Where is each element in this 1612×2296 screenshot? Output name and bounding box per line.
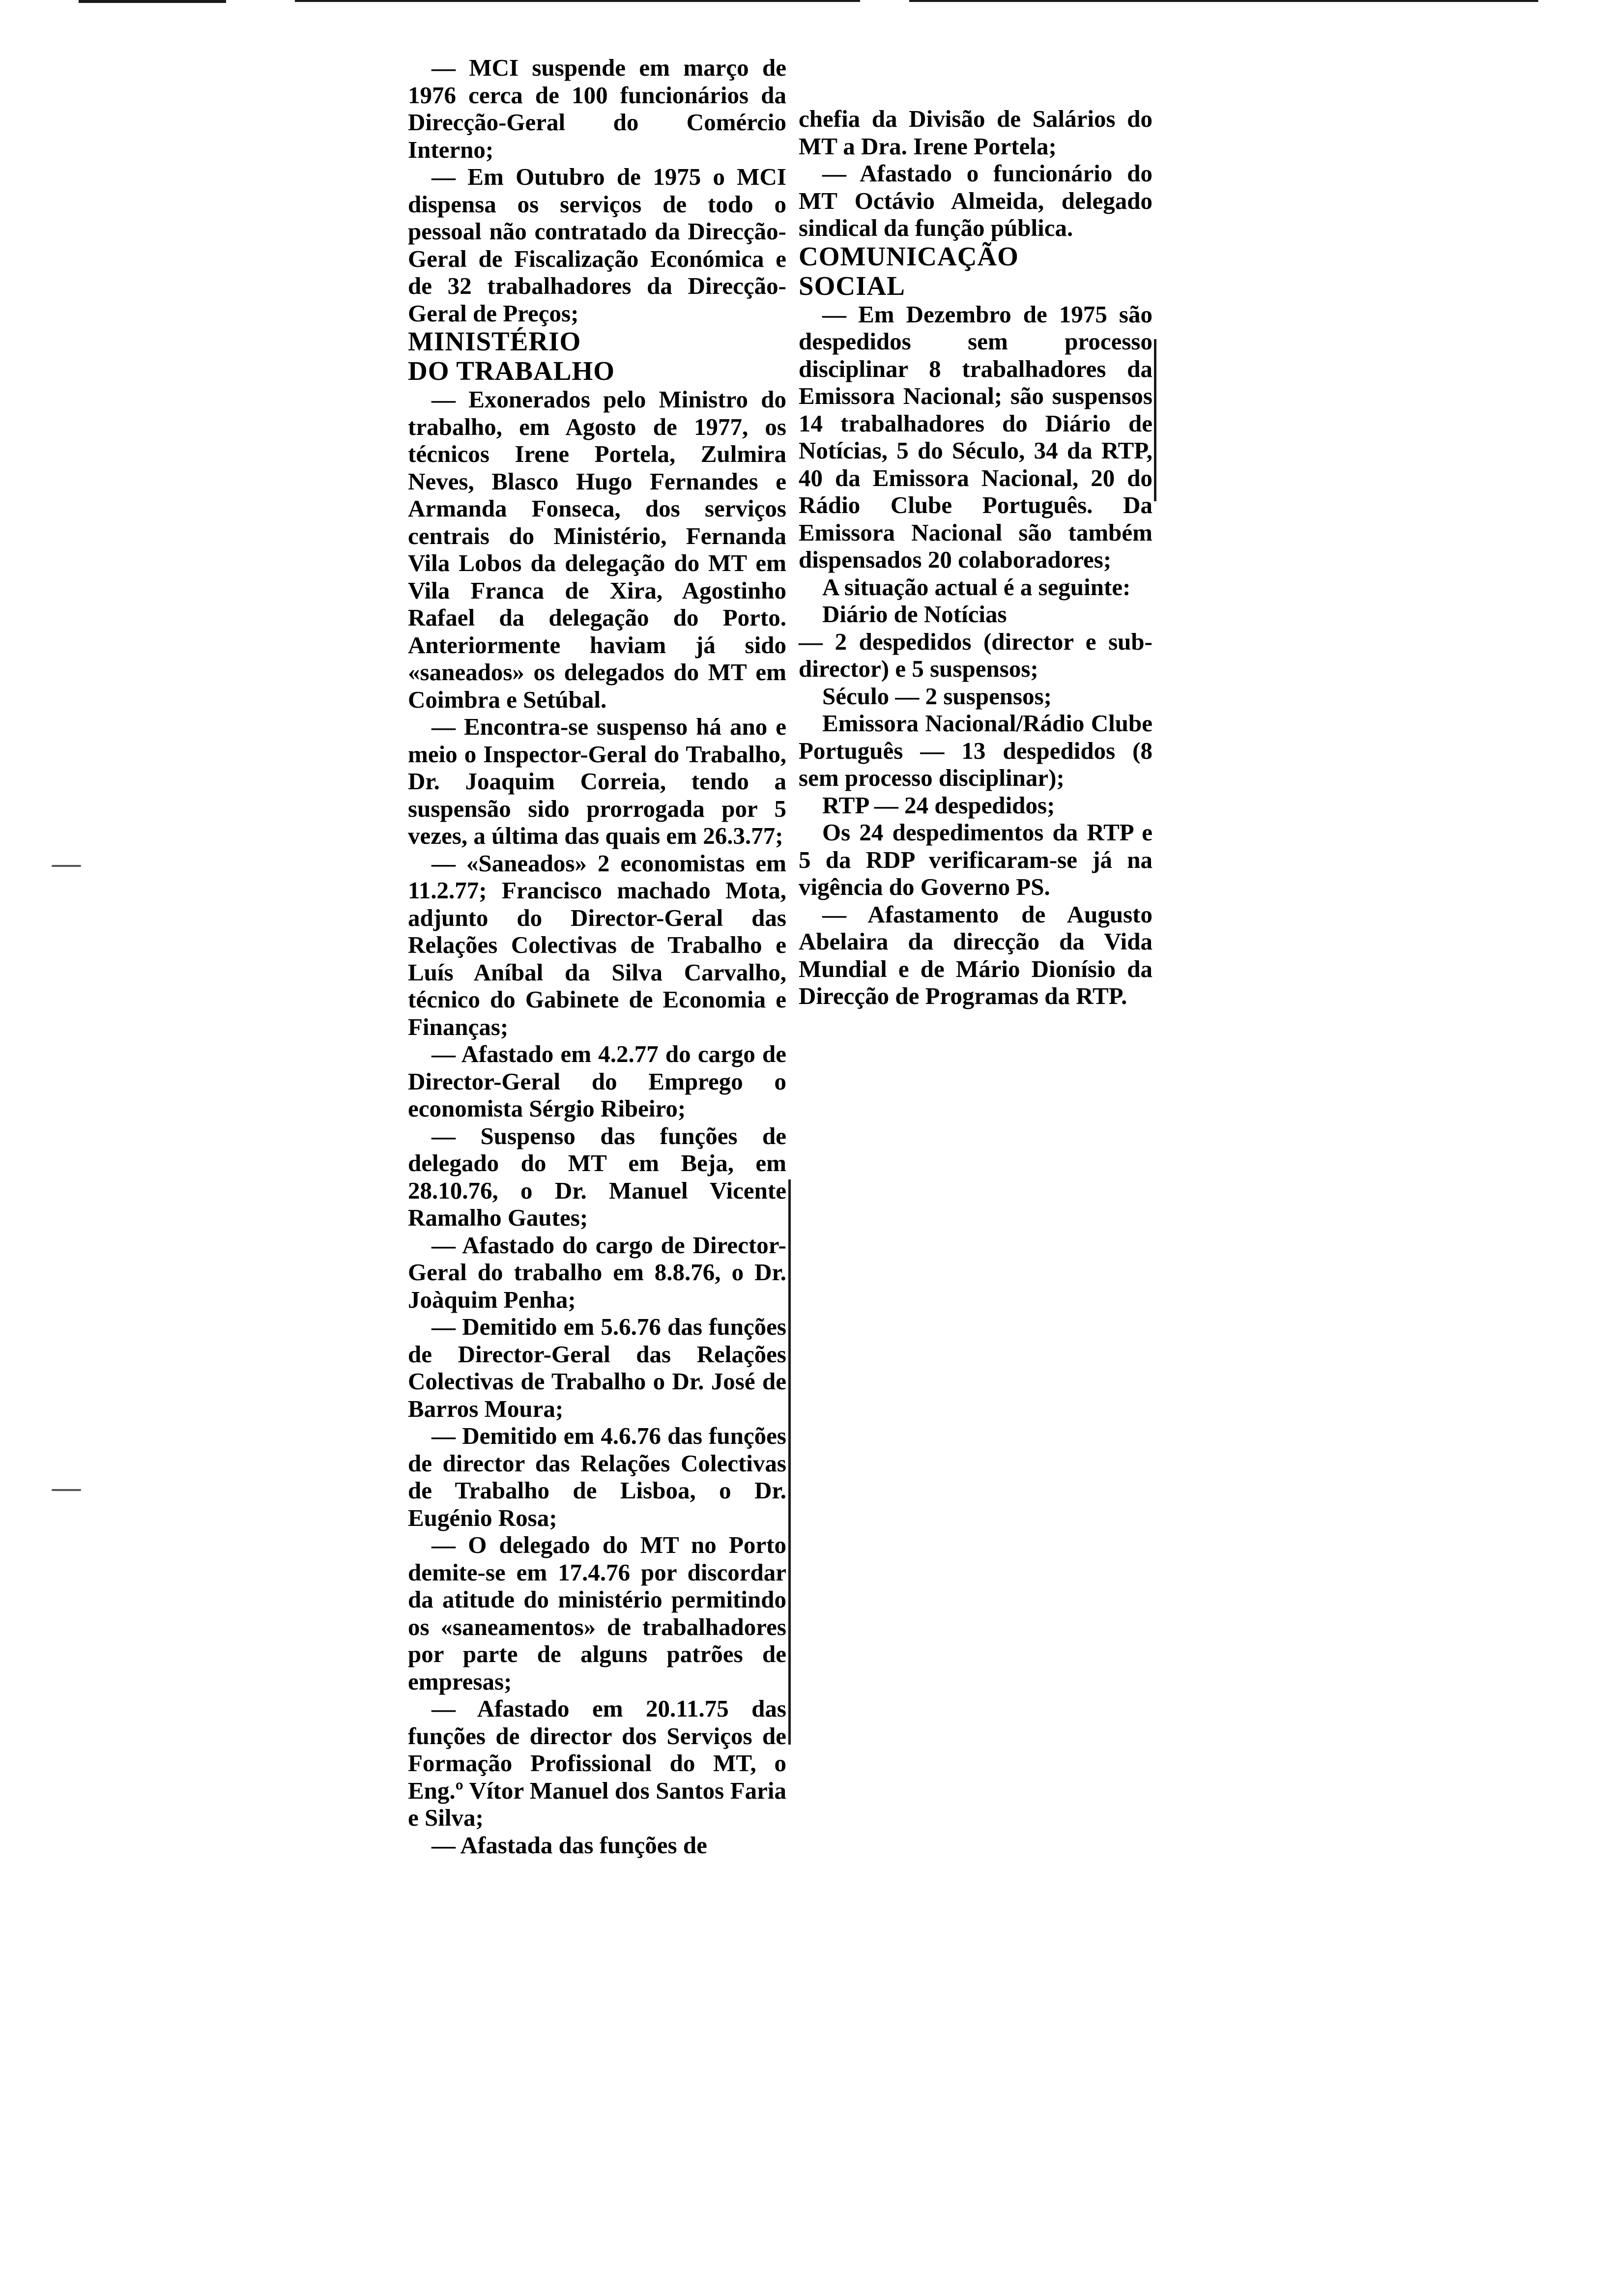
paragraph: — Afastamento de Augusto Abelaira da direcção da Vida Mundial e de Mário Dionísio da Direcção de Programas da RTP. [799, 900, 1152, 1009]
paragraph-continuation: chefia da Divisão de Salários do MT a Dra. Irene Portela; [799, 105, 1152, 160]
section-heading-ministerio-line1: MINISTÉRIO [408, 326, 581, 356]
left-article-column [408, 54, 786, 1859]
paragraph: Diário de Notícias [822, 601, 1007, 628]
column-rule-right [1154, 339, 1156, 501]
scan-edge-mark [52, 1489, 81, 1491]
paragraph: — Exonerados pelo Ministro do trabalho, em Agosto de 1977, os técnicos Irene Portela, Zulmira Neves, Blasco Hugo Fernandes e Armanda Fonseca, dos serviços centrais do Ministério, Fernanda Vila Lobos da delegação do MT em Vila Franca de Xira, Agostinho Rafael da delegação do Porto. Anteriormente haviam já sido «saneados» os delegados do MT em Coimbra e Setúbal. [408, 386, 786, 713]
right-article-column [799, 105, 1152, 1010]
scan-edge-mark [52, 865, 81, 867]
paragraph: — Demitido em 4.6.76 das funções de director das Relações Colectivas de Trabalho de Lisboa, o Dr. Eugénio Rosa; [408, 1422, 786, 1531]
paragraph: — Em Outubro de 1975 o MCI dispensa os serviços de todo o pessoal não contratado da Direcção-Geral de Fiscalização Económica e de 32 trabalhadores da Direcção-Geral de Preços; [408, 163, 786, 327]
section-heading-comunicacao-line1: COMUNICAÇÃO [799, 241, 1019, 271]
column-rule-left [788, 1179, 791, 1745]
section-heading-comunicacao-line2: SOCIAL [799, 270, 905, 301]
paragraph: — Afastado o funcionário do MT Octávio Almeida, delegado sindical da função pública. [799, 160, 1152, 241]
top-border-rule-center [295, 0, 860, 2]
paragraph: Século — 2 suspensos; [822, 682, 1052, 710]
paragraph: — Afastado em 20.11.75 das funções de director dos Serviços de Formação Profissional do MT, o Eng.º Vítor Manuel dos Santos Faria e Silva; [408, 1695, 786, 1831]
paragraph: — MCI suspende em março de 1976 cerca de 100 funcionários da Direcção-Geral do Comércio Interno; [408, 54, 786, 163]
paragraph: Os 24 despedimentos da RTP e 5 da RDP verificaram-se já na vigência do Governo PS. [799, 819, 1152, 900]
paragraph: A situação actual é a seguinte: [822, 573, 1131, 601]
paragraph: — Encontra-se suspenso há ano e meio o Inspector-Geral do Trabalho, Dr. Joaquim Correia, tendo a suspensão sido prorrogada por 5 vezes, a última das quais em 26.3.77; [408, 713, 786, 849]
paragraph: Emissora Nacional/Rádio Clube Português — 13 despedidos (8 sem processo disciplinar); [799, 710, 1152, 791]
paragraph: RTP — 24 despedidos; [822, 791, 1055, 819]
paragraph: — Afastado em 4.2.77 do cargo de Director-Geral do Emprego o economista Sérgio Ribeiro; [408, 1040, 786, 1122]
paragraph: — «Saneados» 2 economistas em 11.2.77; Francisco machado Mota, adjunto do Director-Geral das Relações Colectivas de Trabalho e Luís Aníbal da Silva Carvalho, técnico do Gabinete de Economia e Finanças; [408, 849, 786, 1040]
paragraph: — Afastado do cargo de Director-Geral do trabalho em 8.8.76, o Dr. Joàquim Penha; [408, 1231, 786, 1313]
top-border-rule-left [79, 0, 226, 3]
top-border-rule-right [909, 0, 1538, 2]
section-heading-ministerio-line2: DO TRABALHO [408, 356, 615, 386]
paragraph: — Afastada das funções de [432, 1831, 707, 1859]
paragraph: — Em Dezembro de 1975 são despedidos sem processo disciplinar 8 trabalhadores da Emissora Nacional; são suspensos 14 trabalhadores do Diário de Notícias, 5 do Século, 34 da RTP, 40 da Emissora Nacional, 20 do Rádio Clube Português. Da Emissora Nacional são também dispensados 20 colaboradores; [799, 300, 1152, 573]
paragraph: — Demitido em 5.6.76 das funções de Director-Geral das Relações Colectivas de Trabalho o Dr. José de Barros Moura; [408, 1313, 786, 1422]
paragraph: — Suspenso das funções de delegado do MT em Beja, em 28.10.76, o Dr. Manuel Vicente Ramalho Gautes; [408, 1122, 786, 1231]
paragraph: — 2 despedidos (director e sub-director) e 5 suspensos; [799, 628, 1152, 682]
paragraph: — O delegado do MT no Porto demite-se em 17.4.76 por discordar da atitude do ministério permitindo os «saneamentos» de trabalhadores por parte de alguns patrões de empresas; [408, 1531, 786, 1695]
